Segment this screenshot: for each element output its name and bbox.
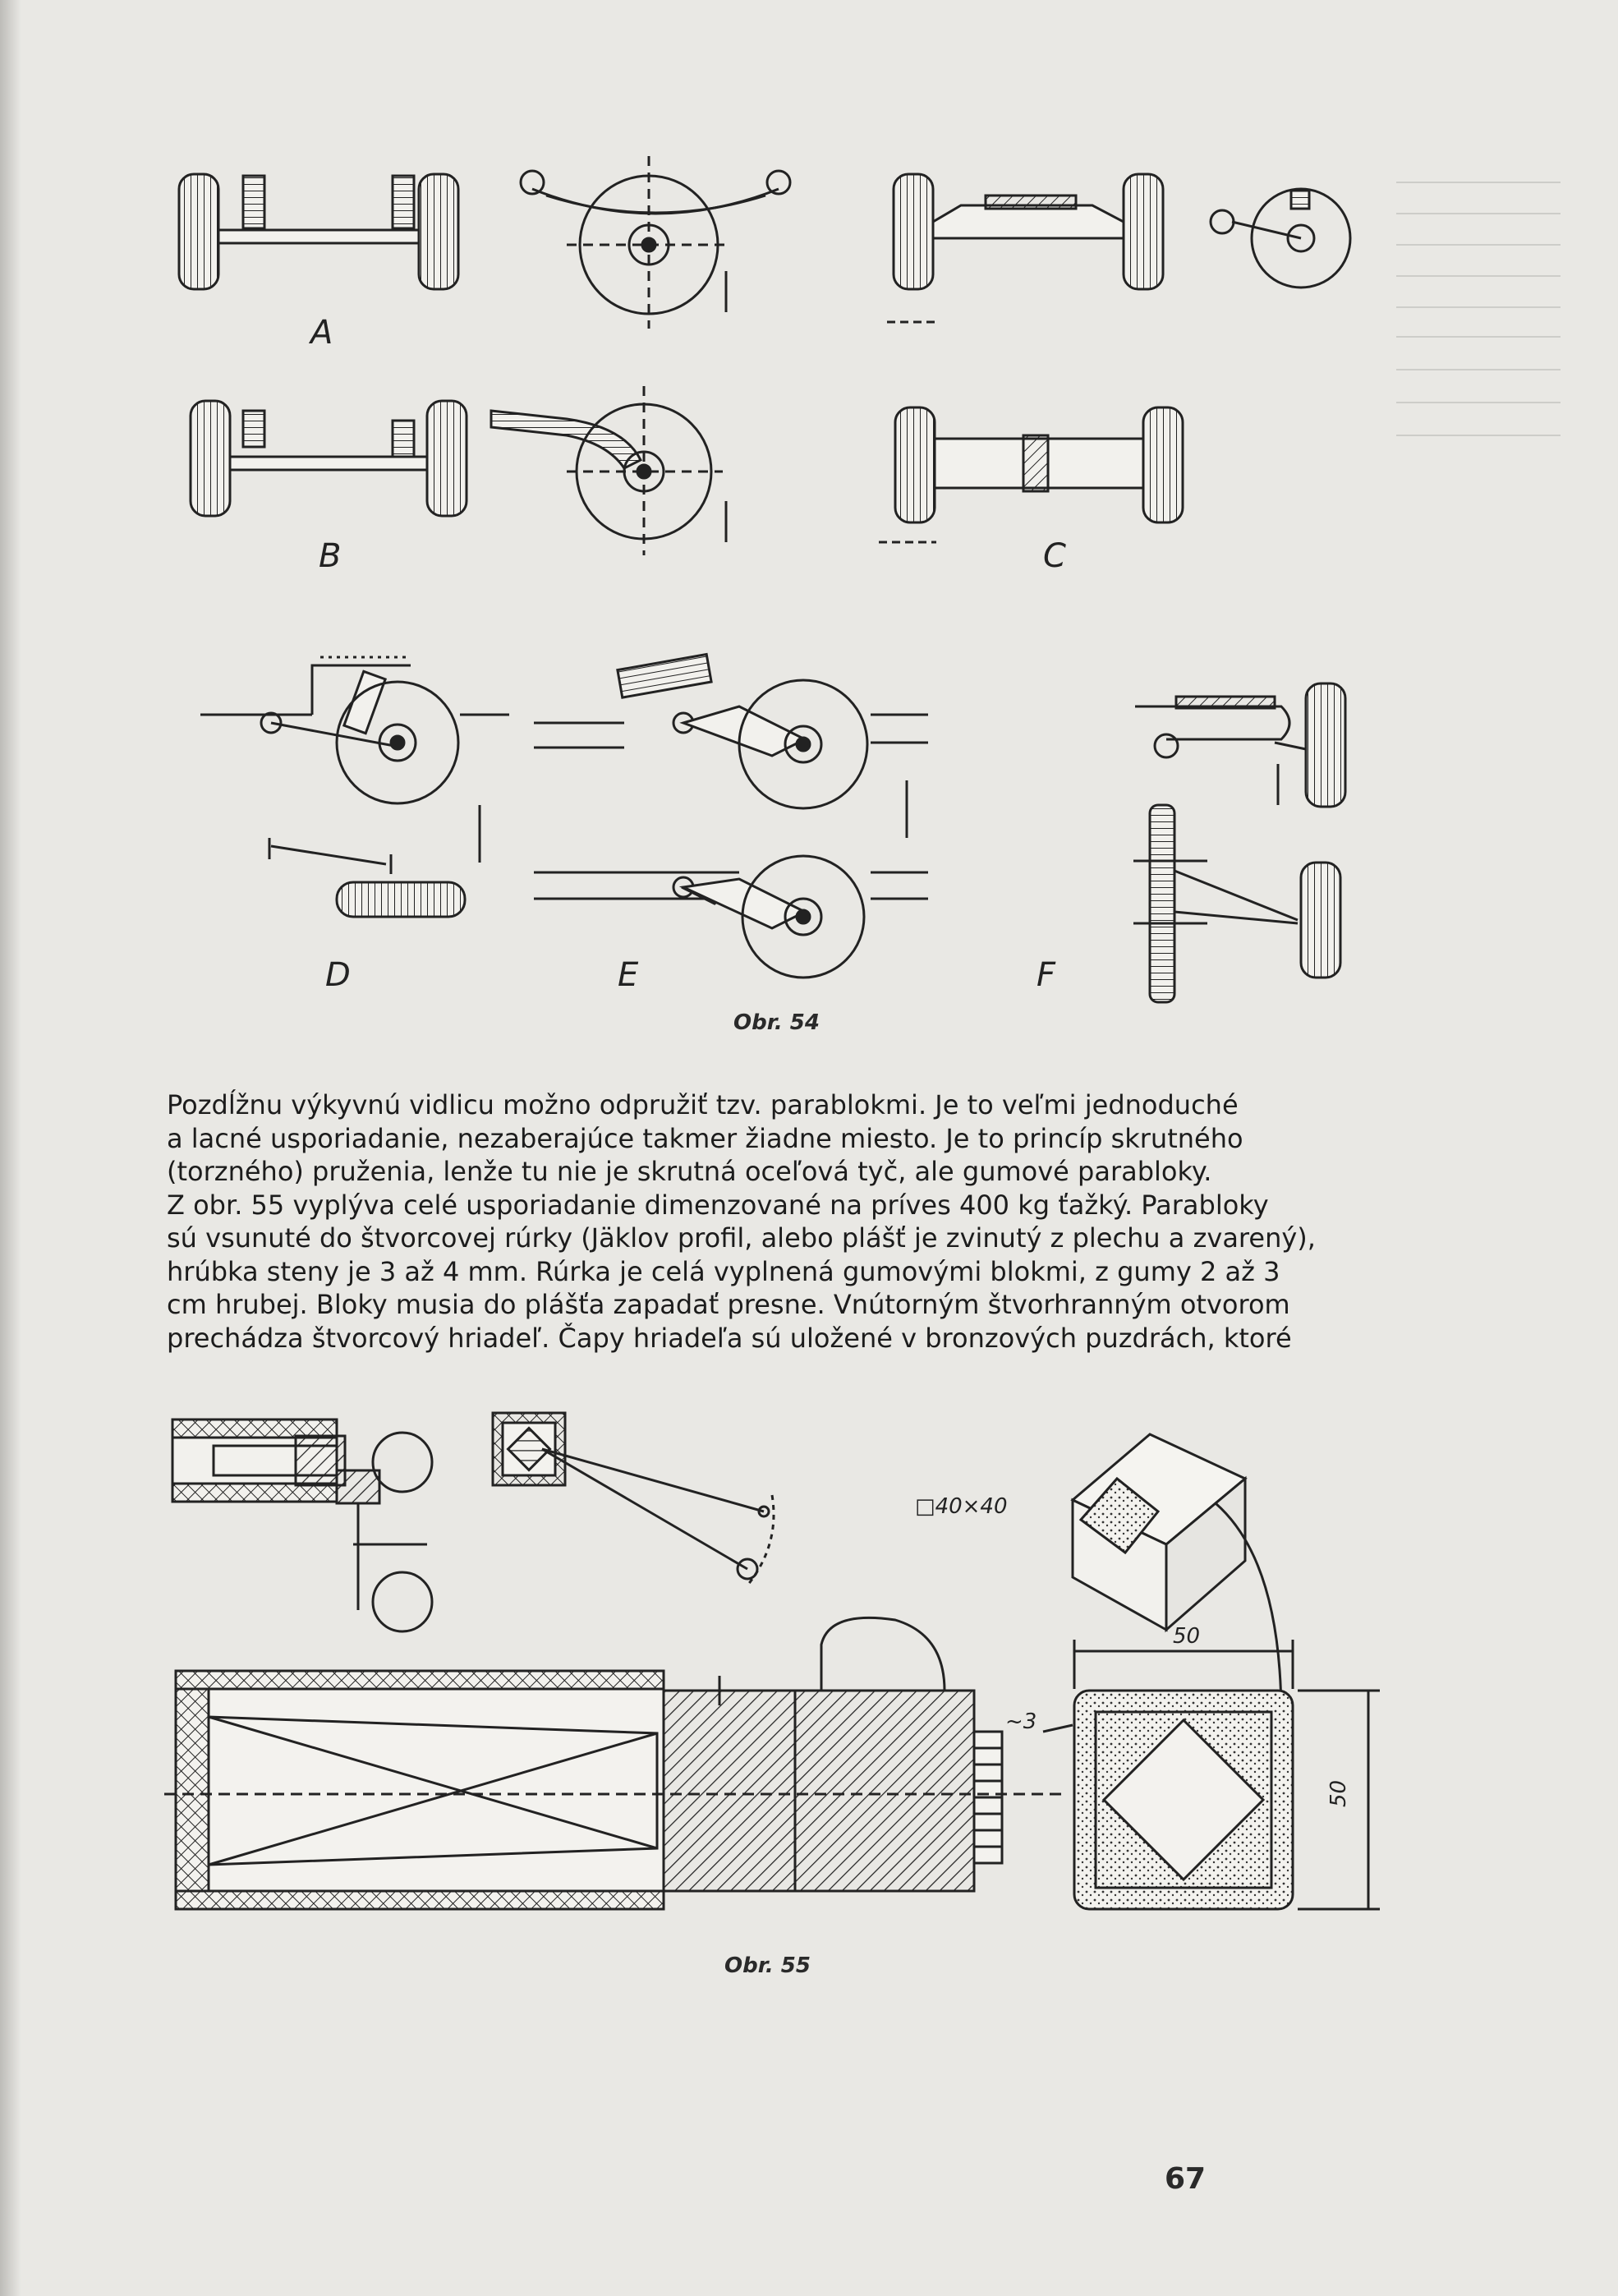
panel-f-swing-axle [1133, 683, 1345, 1002]
panel-label-c: C [1043, 537, 1066, 575]
text-line: cm hrubej. Bloky musia do plášťa zapadať presne. Vnútorným štvorhranným otvorom [167, 1289, 1290, 1320]
panel-e-trailing-arms [534, 655, 928, 978]
body-paragraph [167, 1088, 1399, 1355]
text-line: prechádza štvorcový hriadeľ. Čapy hriadeľa sú uložené v bronzových puzdrách, ktoré [167, 1322, 1292, 1354]
figure-55 [0, 1396, 1618, 1972]
panel-c-top-axle [887, 174, 1350, 322]
text-line: a lacné usporiadanie, nezaberajúce takmer žiadne miesto. Je to princíp skrutného [167, 1122, 1243, 1154]
text-line: (torzného) pruženia, lenže tu nie je skrutná oceľová tyč, ale gumové parabloky. [167, 1156, 1212, 1187]
figure-55-caption: Obr. 55 [724, 1953, 811, 1978]
panel-a-side-view [521, 156, 790, 329]
panel-label-d: D [325, 956, 351, 994]
text-line: Z obr. 55 vyplýva celé usporiadanie dimenzované na príves 400 kg ťažký. Parabloky [167, 1189, 1269, 1221]
dim-square-section: □40×40 [915, 1494, 1008, 1519]
block-cross-section [1043, 1640, 1380, 1909]
figure-54 [0, 0, 1618, 1051]
panel-label-f: F [1037, 956, 1056, 994]
panel-a-axle-front [179, 174, 458, 289]
rubber-block-iso [1073, 1434, 1281, 1717]
figure-54-caption: Obr. 54 [733, 1010, 820, 1035]
panel-d-trailing-arm [200, 657, 509, 917]
text-line: Pozdĺžnu výkyvnú vidlicu možno odpružiť tzv. parablokmi. Je to veľmi jednoduché [167, 1089, 1239, 1120]
panel-label-a: A [310, 314, 333, 352]
page-number: 67 [1165, 2162, 1207, 2196]
panel-b-side-view [491, 386, 726, 555]
axle-longitudinal-section [164, 1617, 1068, 1909]
dim-width: 50 [1173, 1624, 1201, 1649]
panel-c-beam-axle [879, 407, 1183, 542]
dim-height: 50 [1326, 1779, 1351, 1807]
panel-label-e: E [618, 956, 639, 994]
panel-label-b: B [319, 537, 342, 575]
text-line: hrúbka steny je 3 až 4 mm. Rúrka je celá vyplnená gumovými blokmi, z gumy 2 až 3 [167, 1255, 1280, 1287]
text-line: sú vsunuté do štvorcovej rúrky (Jäklov profil, alebo plášť je zvinutý z plechu a zvarený), [167, 1222, 1316, 1254]
dim-wall: ~3 [1005, 1709, 1037, 1734]
bleed-through [1396, 182, 1561, 435]
tube-section-top [172, 1419, 432, 1631]
panel-b-axle-front [191, 401, 467, 516]
square-section-detail [493, 1413, 774, 1585]
